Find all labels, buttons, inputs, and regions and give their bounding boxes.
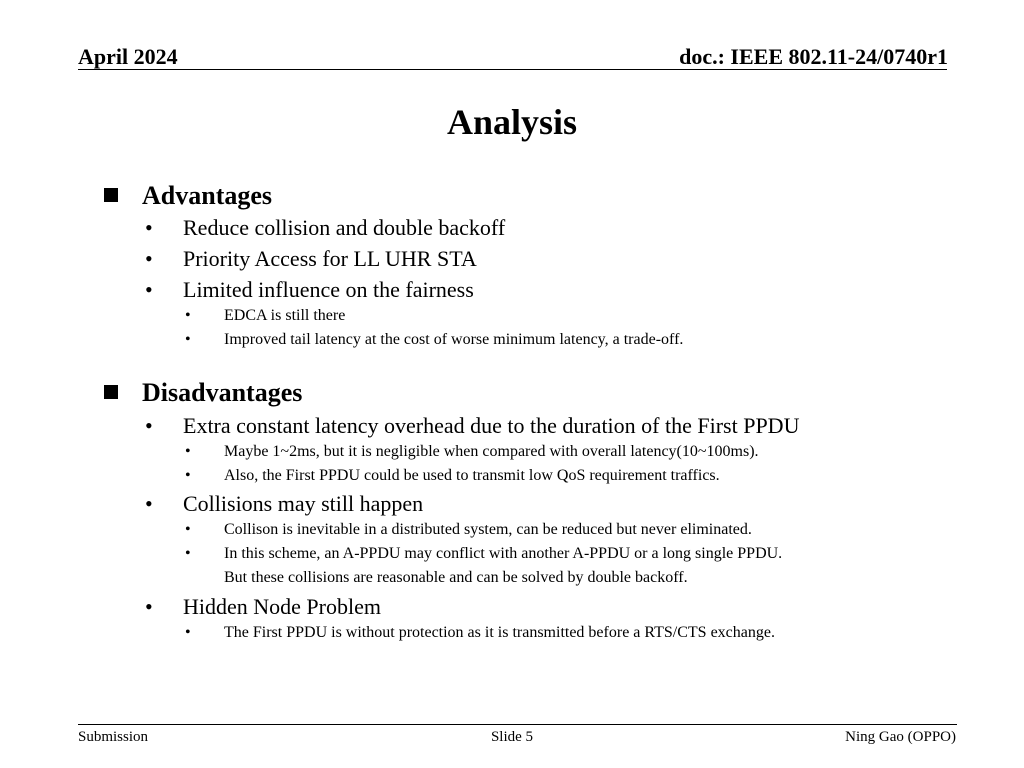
header-divider [78,69,947,70]
footer-divider [78,724,957,725]
bullet-icon: • [185,307,191,324]
bullet-icon: • [185,521,191,538]
header-doc-id: doc.: IEEE 802.11-24/0740r1 [679,44,948,69]
footer-submission: Submission [78,729,149,745]
footer-author: Ning Gao (OPPO) [845,729,956,745]
square-bullet-icon [104,385,118,399]
bullet-icon: • [145,413,153,438]
bullet-icon: • [185,624,191,641]
header-date: April 2024 [78,44,178,69]
bullet-icon: • [145,277,153,302]
bullet-icon: • [185,443,191,460]
bullet-icon: • [145,594,153,619]
bullet-icon: • [145,215,153,240]
bullet-icon: • [145,491,153,516]
bullet-icon: • [185,331,191,348]
slide-title: Analysis [446,102,578,142]
bullet-icon: • [145,246,153,271]
bullet-icon: • [185,545,191,562]
footer-slide-number: Slide 5 [490,729,534,745]
square-bullet-icon [104,188,118,202]
bullet-icon: • [185,467,191,484]
